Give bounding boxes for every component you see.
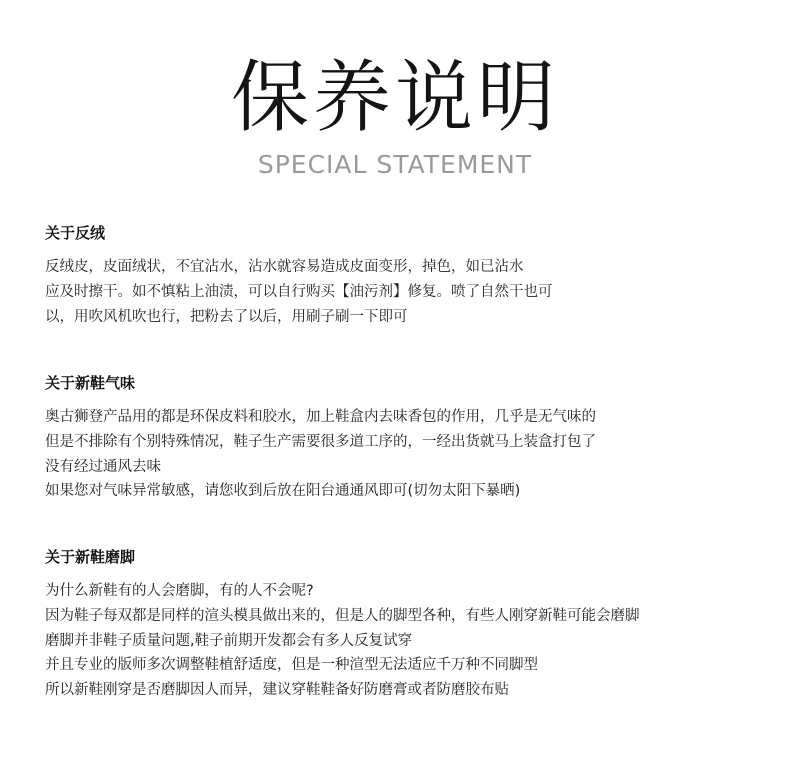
section-new-shoe-odor <box>45 373 765 504</box>
section-body <box>45 405 765 504</box>
paragraph-line: 应及时擦干。如不慎粘上油渍，可以自行购买【油污剂】修复。喷了自然干也可 <box>45 283 553 300</box>
page-subtitle: SPECIAL STATEMENT <box>257 150 533 179</box>
section-suede-care <box>45 223 765 329</box>
section-body <box>45 255 765 329</box>
paragraph-line: 以，用吹风机吹也行，把粉去了以后，用刷子刷一下即可 <box>45 308 408 325</box>
paragraph-line: 并且专业的版师多次调整鞋植舒适度，但是一种渲型无法适应千万种不同脚型 <box>45 657 538 674</box>
paragraph-line: 没有经过通风去味 <box>45 458 161 475</box>
paragraph-line: 所以新鞋刚穿是否磨脚因人而异，建议穿鞋鞋备好防磨膏或者防磨胶布贴 <box>45 682 509 699</box>
paragraph-line: 奥古狮登产品用的都是环保皮料和胶水，加上鞋盒内去味香包的作用，几乎是无气味的 <box>45 409 596 425</box>
section-title: 关于新鞋气味 <box>45 374 136 392</box>
paragraph-line: 如果您对气味异常敏感，请您收到后放在阳台通通风即可(切勿太阳下暴晒) <box>45 483 521 500</box>
section-title: 关于新鞋磨脚 <box>45 548 136 566</box>
page-title: 保养说明 <box>230 53 559 143</box>
paragraph-line: 但是不排除有个别特殊情况，鞋子生产需要很多道工序的，一经出货就马上装盒打包了 <box>45 433 596 450</box>
paragraph-line: 反绒皮，皮面绒状，不宜沾水，沾水就容易造成皮面变形，掉色，如已沾水 <box>45 259 524 275</box>
paragraph-line: 为什么新鞋有的人会磨脚，有的人不会呢? <box>45 583 314 599</box>
section-body <box>45 579 765 703</box>
page-header <box>0 52 790 180</box>
paragraph-line: 因为鞋子每双都是同样的渲头模具做出来的，但是人的脚型各种，有些人刚穿新鞋可能会磨脚 <box>45 607 640 624</box>
section-title: 关于反绒 <box>45 224 106 242</box>
section-new-shoe-rubbing <box>45 547 765 703</box>
paragraph-line: 磨脚并非鞋子质量问题,鞋子前期开发都会有多人反复试穿 <box>45 632 413 649</box>
